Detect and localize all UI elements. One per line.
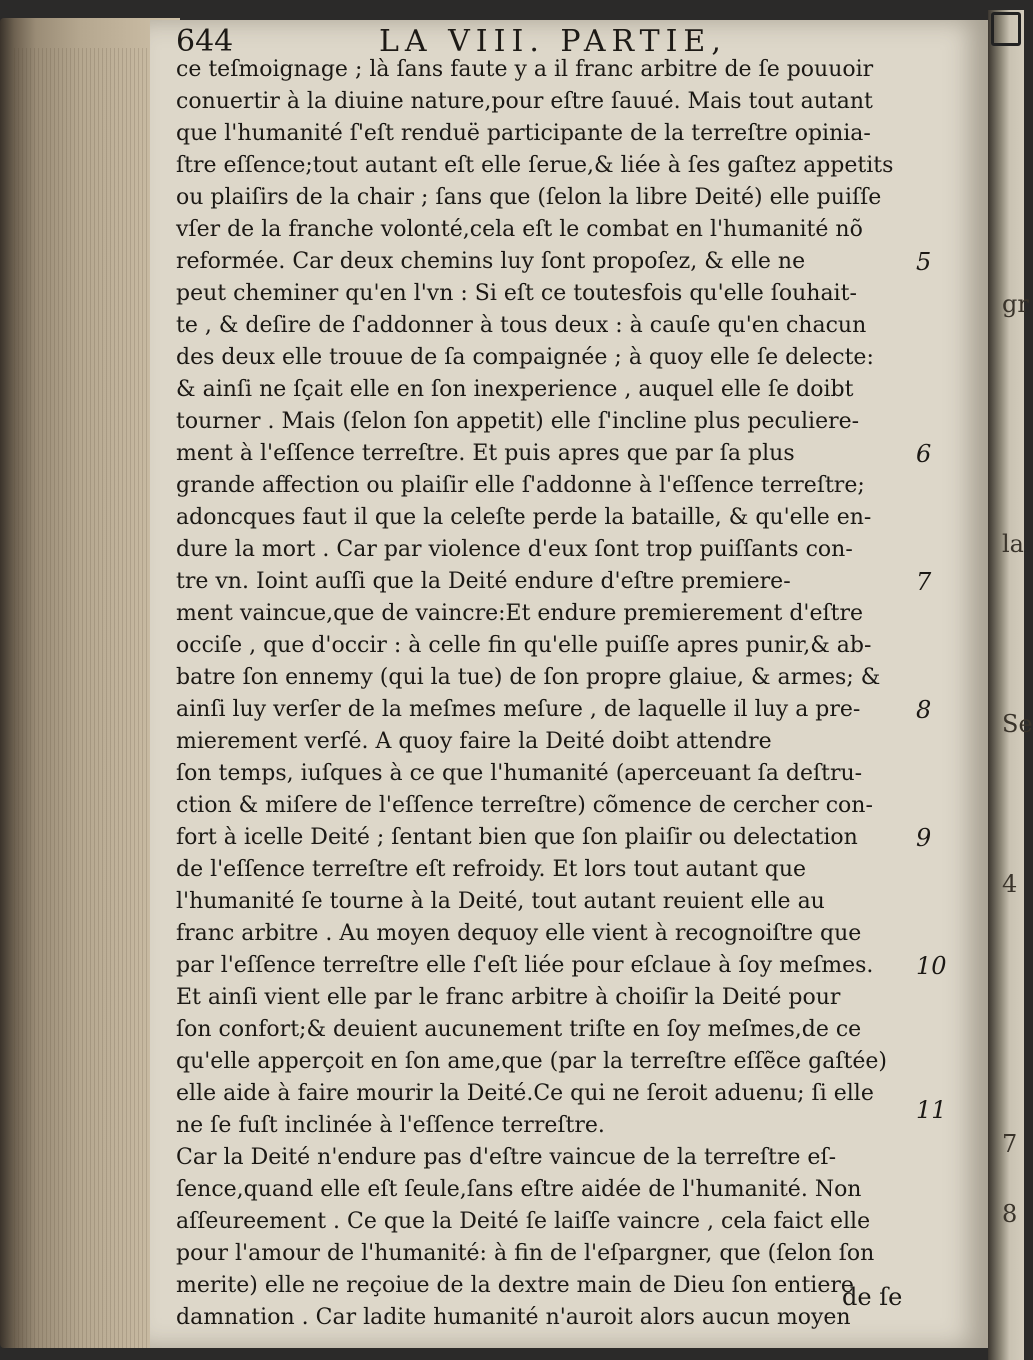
text-line: pour l'amour de l'humanité: à fin de l'eſpargner, que (ſelon ſon bbox=[176, 1241, 875, 1266]
binder-clip-icon bbox=[991, 12, 1021, 46]
text-line: que l'humanité ſ'eſt renduë participante de la terreſtre opinia- bbox=[176, 121, 871, 146]
text-line: qu'elle apperçoit en ſon ame,que (par la terreſtre eſſẽce gaſtée) bbox=[176, 1049, 887, 1074]
text-line: ment à l'eſſence terreſtre. Et puis apres que par ſa plus bbox=[176, 441, 795, 466]
catchword: de ſe bbox=[842, 1283, 903, 1311]
gutter-fragment: 4 bbox=[1002, 870, 1018, 898]
gutter-fragment: 8 bbox=[1002, 1200, 1018, 1228]
text-line: occiſe , que d'occir : à celle fin qu'elle puiſſe apres punir,& ab- bbox=[176, 633, 872, 658]
text-line: & ainſi ne ſçait elle en ſon inexperience , auquel elle ſe doibt bbox=[176, 377, 854, 402]
verse-number: 11 bbox=[916, 1096, 947, 1124]
text-line: mierement verſé. A quoy faire la Deité doibt attendre bbox=[176, 729, 772, 754]
text-line: ſtre eſſence;tout autant eſt elle ſerue,& liée à ſes gaſtez appetits bbox=[176, 153, 894, 178]
text-line: ainſi luy verſer de la meſmes meſure , de laquelle il luy a pre- bbox=[176, 697, 861, 722]
text-line: te , & deſire de ſ'addonner à tous deux : à cauſe qu'en chacun bbox=[176, 313, 867, 338]
verse-number: 9 bbox=[916, 824, 932, 852]
running-title: LA VIII. PARTIE, bbox=[379, 24, 727, 59]
text-line: fort à icelle Deité ; ſentant bien que ſon plaiſir ou delectation bbox=[176, 825, 858, 850]
text-line: tourner . Mais (ſelon ſon appetit) elle ſ'incline plus peculiere- bbox=[176, 409, 860, 434]
verse-number: 10 bbox=[916, 952, 947, 980]
page-number: 644 bbox=[176, 24, 234, 59]
text-line: grande affection ou plaiſir elle ſ'addonne à l'eſſence terreſtre; bbox=[176, 473, 865, 498]
text-line: vſer de la franche volonté,cela eſt le combat en l'humanité nõ bbox=[176, 217, 863, 242]
text-line: peut cheminer qu'en l'vn : Si eſt ce toutesfois qu'elle ſouhait- bbox=[176, 281, 857, 306]
text-line: adoncques faut il que la celeſte perde la bataille, & qu'elle en- bbox=[176, 505, 872, 530]
text-line: des deux elle trouue de ſa compaignée ; à quoy elle ſe delecte: bbox=[176, 345, 874, 370]
book-gutter bbox=[988, 10, 1033, 1360]
text-line: reformée. Car deux chemins luy ſont propoſez, & elle ne bbox=[176, 249, 806, 274]
verse-number: 6 bbox=[916, 440, 932, 468]
text-line: de l'eſſence terreſtre eſt refroidy. Et lors tout autant que bbox=[176, 857, 807, 882]
gutter-fragment: la bbox=[1002, 530, 1024, 558]
text-line: batre ſon ennemy (qui la tue) de ſon propre glaiue, & armes; & bbox=[176, 665, 881, 690]
text-line: franc arbitre . Au moyen dequoy elle vient à recognoiſtre que bbox=[176, 921, 862, 946]
verse-number: 5 bbox=[916, 248, 932, 276]
text-line: ction & miſere de l'eſſence terreſtre) cõmence de cercher con- bbox=[176, 793, 873, 818]
text-line: aſſeureement . Ce que la Deité ſe laiſſe vaincre , cela faict elle bbox=[176, 1209, 871, 1234]
text-line: Car la Deité n'endure pas d'eſtre vaincue de la terreſtre eſ- bbox=[176, 1145, 836, 1170]
text-line: merite) elle ne reçoiue de la dextre main de Dieu ſon entiere bbox=[176, 1273, 854, 1298]
text-line: ſon temps, iuſques à ce que l'humanité (aperceuant ſa deſtru- bbox=[176, 761, 863, 786]
text-line: ce teſmoignage ; là ſans faute y a il franc arbitre de ſe pouuoir bbox=[176, 57, 874, 82]
text-line: l'humanité ſe tourne à la Deité, tout autant reuient elle au bbox=[176, 889, 825, 914]
text-line: ſon confort;& deuient aucunement triſte en ſoy meſmes,de ce bbox=[176, 1017, 862, 1042]
text-line: conuertir à la diuine nature,pour eſtre ſauué. Mais tout autant bbox=[176, 89, 873, 114]
text-line: damnation . Car ladite humanité n'auroit alors aucun moyen bbox=[176, 1305, 851, 1330]
text-line: tre vn. Ioint auſſi que la Deité endure d'eſtre premiere- bbox=[176, 569, 791, 594]
text-line: ne ſe fuſt inclinée à l'eſſence terreſtre. bbox=[176, 1113, 605, 1138]
text-line: ſence,quand elle eſt ſeule,ſans eſtre aidée de l'humanité. Non bbox=[176, 1177, 862, 1202]
verse-number: 7 bbox=[916, 568, 932, 596]
text-line: Et ainſi vient elle par le franc arbitre à choiſir la Deité pour bbox=[176, 985, 841, 1010]
gutter-fragment: Se bbox=[1002, 710, 1033, 738]
verse-number: 8 bbox=[916, 696, 932, 724]
gutter-fragment: 7 bbox=[1002, 1130, 1018, 1158]
gutter-fragment: gr bbox=[1002, 290, 1029, 318]
text-line: par l'eſſence terreſtre elle ſ'eſt liée pour eſclaue à ſoy meſmes. bbox=[176, 953, 874, 978]
text-line: ment vaincue,que de vaincre:Et endure premierement d'eſtre bbox=[176, 601, 864, 626]
text-line: ou plaiſirs de la chair ; ſans que (ſelon la libre Deité) elle puiſſe bbox=[176, 185, 882, 210]
text-line: dure la mort . Car par violence d'eux ſont trop puiſſants con- bbox=[176, 537, 853, 562]
text-line: elle aide à faire mourir la Deité.Ce qui ne ſeroit aduenu; ſi elle bbox=[176, 1081, 874, 1106]
